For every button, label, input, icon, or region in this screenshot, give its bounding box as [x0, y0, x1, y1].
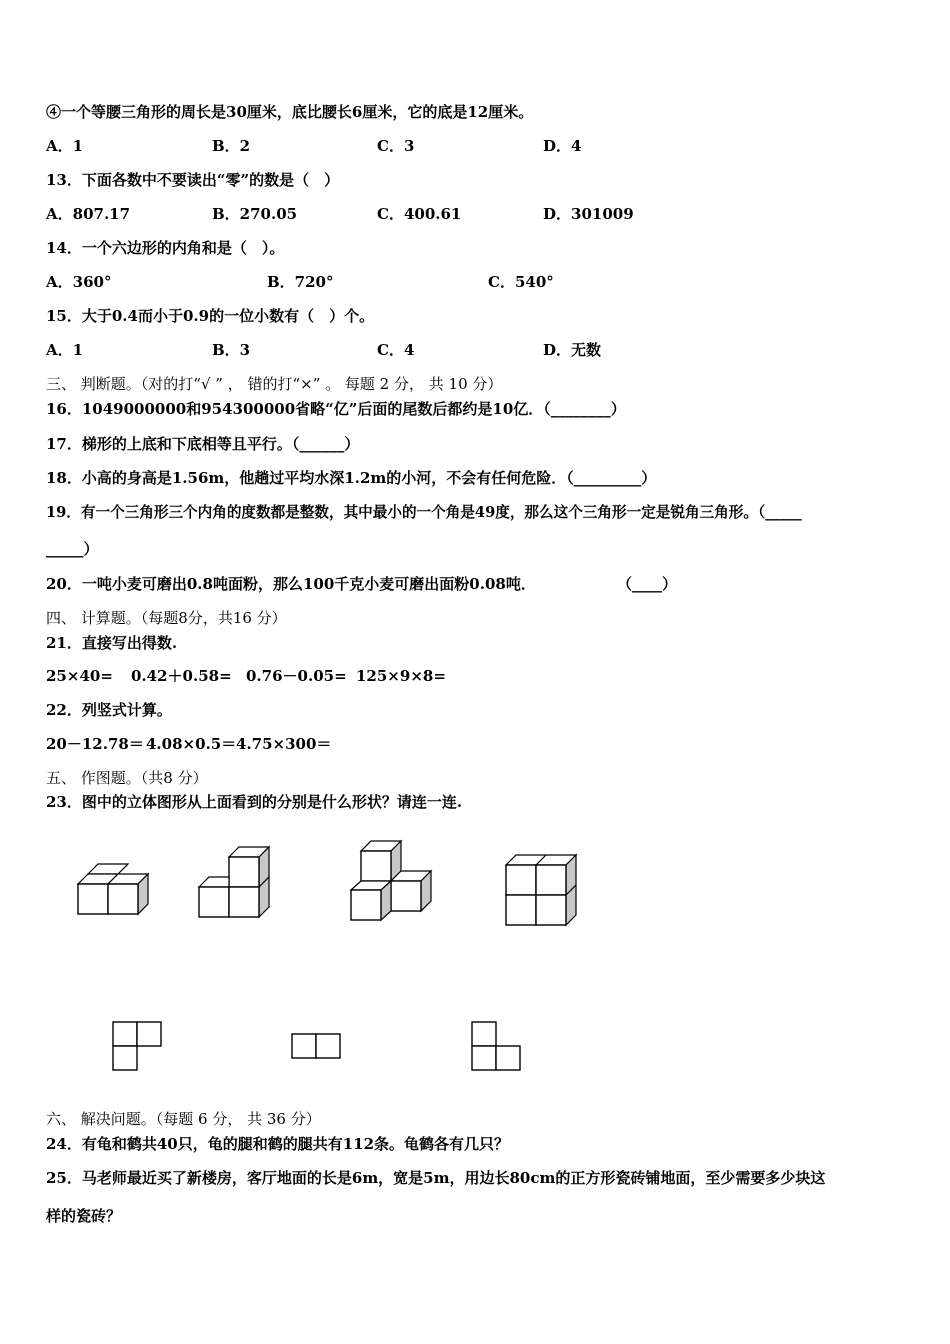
- q16-text: 16．1049000000和954300000省略“亿”后面的尾数后都约是10亿．（________）: [46, 400, 626, 418]
- q12-option-b: B．2: [212, 137, 251, 155]
- solid-figure-3: [351, 841, 431, 920]
- q22-stem: 22．列竖式计算。: [46, 701, 172, 719]
- section6-heading: 六、 解决问题。（每题 6 分， 共 36 分）: [46, 1110, 321, 1128]
- q12-sub4-stem: ④一个等腰三角形的周长是30厘米，底比腰长6厘米，它的底是12厘米。: [46, 103, 534, 121]
- q22-item-3: 4.75×300＝: [236, 735, 332, 753]
- q15-option-b: B．3: [212, 341, 251, 359]
- q15-option-a: A．1: [46, 341, 84, 359]
- q22-item-1: 20－12.78＝: [46, 735, 144, 753]
- top-view-1: [113, 1022, 161, 1070]
- q21-item-2: 0.42＋0.58=: [131, 667, 232, 685]
- q23-stem: 23．图中的立体图形从上面看到的分别是什么形状？请连一连.: [46, 793, 463, 811]
- q21-item-4: 125×9×8=: [356, 667, 446, 685]
- q14-option-a: A．360°: [46, 273, 112, 291]
- solid-figure-4: [506, 855, 576, 925]
- q19-line1: 19．有一个三角形三个内角的度数都是整数，其中最小的一个角是49度，那么这个三角形一定是锐角三角形。（_____: [46, 504, 802, 521]
- q12-option-d: D．4: [543, 137, 582, 155]
- section4-heading: 四、 计算题。（每题8分，共16 分）: [46, 609, 287, 627]
- top-view-2: [292, 1034, 340, 1058]
- q21-item-3: 0.76－0.05=: [246, 667, 347, 685]
- q22-item-2: 4.08×0.5＝: [146, 735, 237, 753]
- q21-stem: 21．直接写出得数.: [46, 634, 178, 652]
- q19-line2: _____）: [46, 540, 99, 558]
- section5-heading: 五、 作图题。（共8 分）: [46, 769, 208, 787]
- q12-option-c: C．3: [377, 137, 415, 155]
- q25-line1: 25．马老师最近买了新楼房，客厅地面的长是6m，宽是5m，用边长80cm的正方形瓷砖铺地面，至少需要多少块这: [46, 1169, 826, 1187]
- q13-option-b: B．270.05: [212, 205, 298, 223]
- solid-figure-2: [199, 847, 269, 917]
- q20-blank: （____）: [617, 575, 678, 593]
- section3-heading: 三、 判断题。（对的打“√ ” ， 错的打“×” 。 每题 2 分， 共 10 分）: [46, 375, 503, 393]
- q17-text: 17．梯形的上底和下底相等且平行。（______）: [46, 435, 360, 453]
- q14-option-c: C．540°: [488, 273, 554, 291]
- q13-option-d: D．301009: [543, 205, 634, 223]
- q25-line2: 样的瓷砖？: [46, 1207, 122, 1225]
- q15-option-d: D．无数: [543, 341, 602, 359]
- q15-option-c: C．4: [377, 341, 415, 359]
- q14-option-b: B．720°: [267, 273, 334, 291]
- q24-text: 24．有龟和鹤共40只，龟的腿和鹤的腿共有112条。龟鹤各有几只？: [46, 1135, 510, 1153]
- q20-text: 20．一吨小麦可磨出0.8吨面粉，那么100千克小麦可磨出面粉0.08吨．: [46, 575, 536, 593]
- q18-text: 18．小高的身高是1.56m，他趟过平均水深1.2m的小河，不会有任何危险．（_________）: [46, 469, 657, 487]
- top-view-3: [472, 1022, 520, 1070]
- q14-stem: 14．一个六边形的内角和是（ ）。: [46, 239, 285, 257]
- q13-stem: 13．下面各数中不要读出“零”的数是（ ）: [46, 171, 340, 189]
- q12-option-a: A．1: [46, 137, 84, 155]
- q15-stem: 15．大于0.4而小于0.9的一位小数有（ ）个。: [46, 307, 375, 325]
- q21-item-1: 25×40=: [46, 667, 113, 685]
- solid-figure-1: [78, 864, 148, 914]
- q13-option-a: A．807.17: [46, 205, 131, 223]
- q13-option-c: C．400.61: [377, 205, 462, 223]
